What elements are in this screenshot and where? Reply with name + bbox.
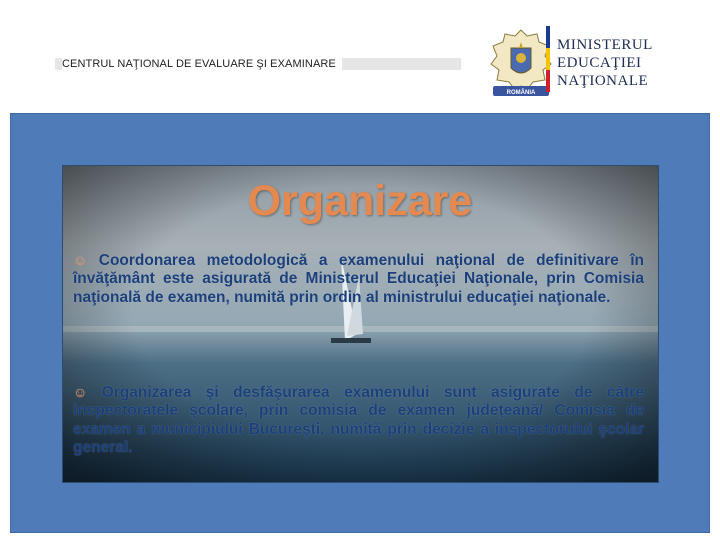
paragraph-2-text: Organizarea şi desfăşurarea examenului sunt asigurate de către inspectoratele şcolare, prin comisia de examen judeţeană/ Comisia de examen a municipiului Bucureşti, numită prin decizie a inspectorului şcolar general. bbox=[73, 384, 644, 457]
flag-stripe bbox=[546, 26, 550, 92]
centre-name: CENTRUL NAŢIONAL DE EVALUARE ŞI EXAMINARE bbox=[62, 58, 342, 70]
slide-title: Organizare bbox=[247, 177, 473, 225]
ministry-name bbox=[557, 36, 653, 90]
coat-ribbon-text: ROMÂNIA bbox=[506, 90, 536, 96]
smiley-icon: ☺ bbox=[73, 384, 88, 400]
paragraph-1 bbox=[73, 251, 644, 307]
paragraph-2 bbox=[73, 383, 644, 458]
smiley-icon: ☺ bbox=[73, 252, 88, 268]
ministry-line-1: MINISTERUL bbox=[557, 37, 653, 53]
paragraph-1-text: Coordonarea metodologică a examenului naţional de definitivare în învăţământ este asigurată de Ministerul Educaţiei Naţionale, prin Comisia naţională de examen, numită prin ordin al ministrului educaţiei naţionale. bbox=[73, 252, 644, 306]
ministry-line-2: EDUCAŢIEI bbox=[557, 55, 642, 71]
ministry-line-3: NAŢIONALE bbox=[557, 73, 649, 89]
